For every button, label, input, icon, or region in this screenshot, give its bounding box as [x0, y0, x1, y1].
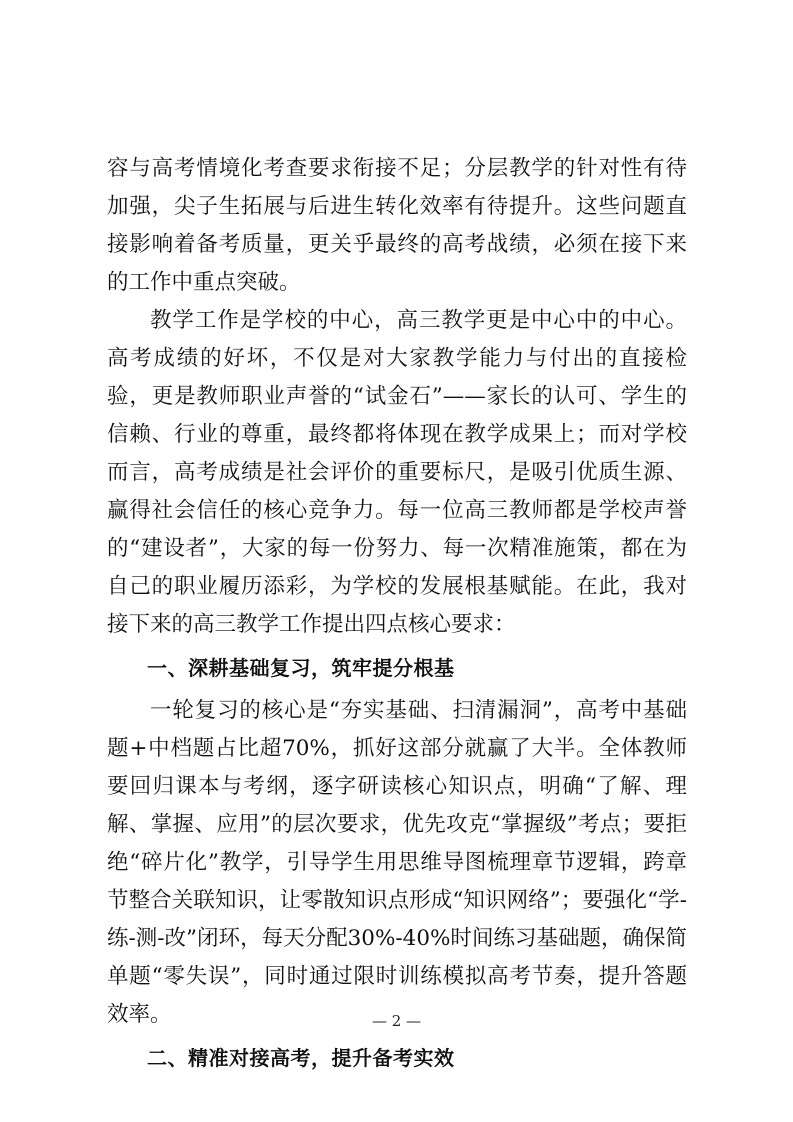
section-heading-1: 一、深耕基础复习，筑牢提分根基 — [147, 656, 455, 680]
section-heading-2: 二、精准对接高考，提升备考实效 — [147, 1046, 455, 1070]
paragraph-basic-review: 一轮复习的核心是“夯实基础、扫清漏洞”，高考中基础题+中档题占比超70%，抓好这部分就赢了大半。全体教师要回归课本与考纲，逐字研读核心知识点，明确“了解、理解、掌握、应用”的层次要求，优先攻克“掌握级”考点；要拒绝“碎片化”教学，引导学生用思维导图梳理章节逻辑，跨章节整合关联知识，让零散知识点形成“知识网络”；要强化“学-练-测-改”闭环，每天分配30%-40%时间练习基础题，确保简单题“零失误”，同时通过限时训练模拟高考节奏，提升答题效率。 — [107, 698, 687, 1027]
page-number: — 2 — — [371, 1012, 422, 1030]
paragraph-continuation: 容与高考情境化考查要求衔接不足；分层教学的针对性有待加强，尖子生拓展与后进生转化效率有待提升。这些问题直接影响着备考质量，更关乎最终的高考战绩，必须在接下来的工作中重点突破。 — [107, 156, 687, 295]
paragraph-teaching-center: 教学工作是学校的中心，高三教学更是中心中的中心。高考成绩的好坏，不仅是对大家教学能力与付出的直接检验，更是教师职业声誉的“试金石”——家长的认可、学生的信赖、行业的尊重，最终都将体现在教学成果上；而对学校而言，高考成绩是社会评价的重要标尺，是吸引优质生源、赢得社会信任的核心竞争力。每一位高三教师都是学校声誉的“建设者”，大家的每一份努力、每一次精准施策，都在为自己的职业履历添彩，为学校的发展根基赋能。在此，我对接下来的高三教学工作提出四点核心要求： — [107, 308, 687, 637]
document-body — [107, 150, 687, 1082]
